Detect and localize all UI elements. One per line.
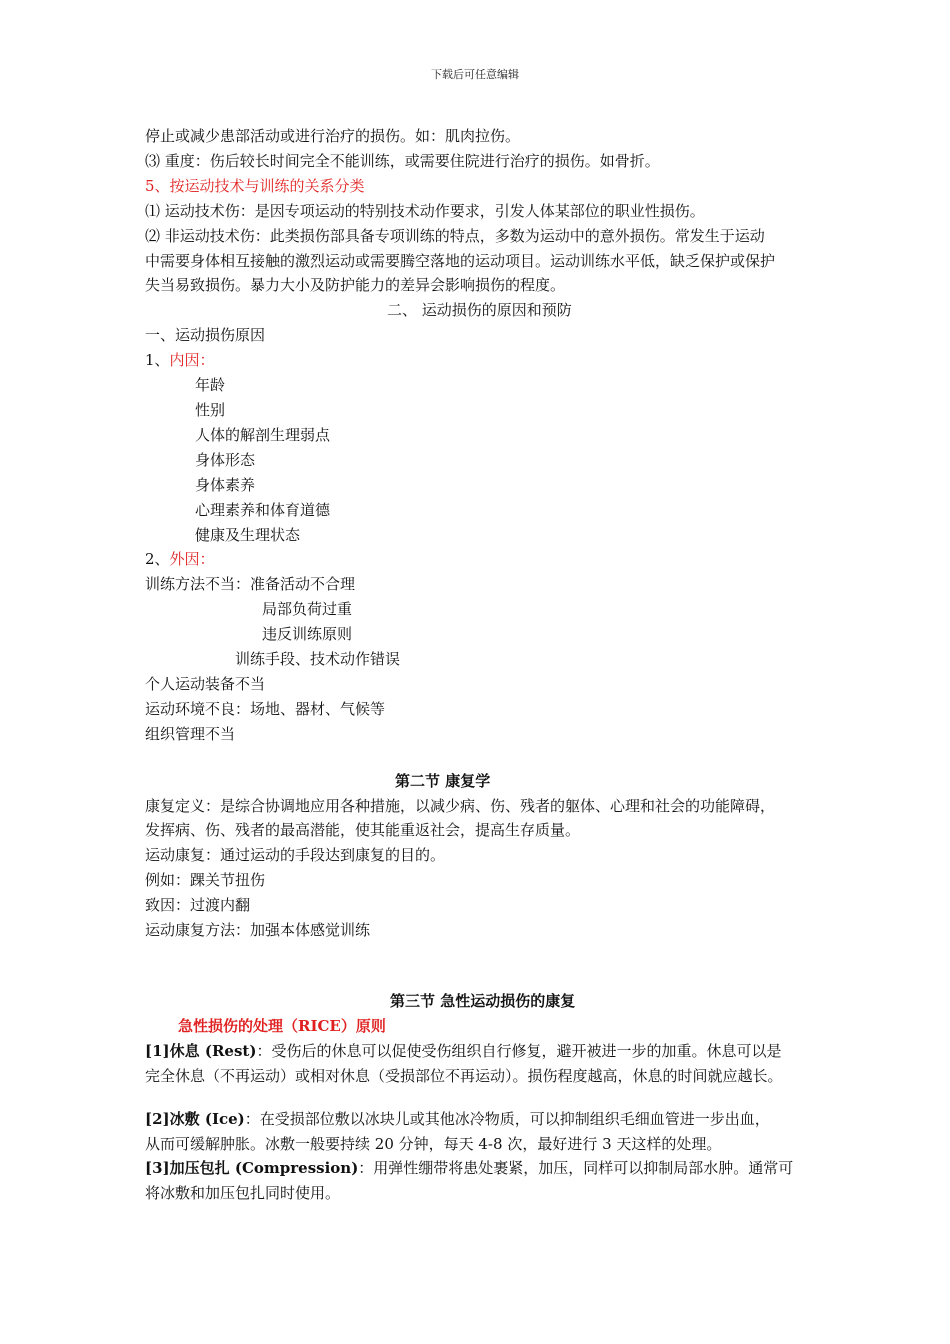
internal-cause-number: 1、 [145, 351, 170, 370]
ice-label: [2]冰敷 (Ice) [145, 1109, 245, 1128]
list-item: 个人运动装备不当 [145, 674, 266, 693]
list-item: 人体的解剖生理弱点 [195, 425, 331, 444]
internal-cause-heading [145, 348, 865, 373]
paragraph [145, 1107, 865, 1132]
list-item: 局部负荷过重 [262, 600, 353, 619]
paragraph: ⑶ 重度：伤后较长时间完全不能训练，或需要住院进行治疗的损伤。如骨折。 [145, 151, 660, 170]
paragraph [145, 1156, 865, 1181]
list-item: 心理素养和体育道德 [195, 500, 331, 519]
paragraph: 停止或减少患部活动或进行治疗的损伤。如：肌肉拉伤。 [145, 127, 521, 145]
paragraph: 运动康复方法：加强本体感觉训练 [145, 921, 371, 940]
paragraph: ⑵ 非运动技术伤：此类损伤部具备专项训练的特点，多数为运动中的意外损伤。常发生于运动 [145, 226, 765, 245]
paragraph: 将冰敷和加压包扎同时使用。 [145, 1184, 341, 1203]
compression-label: [3]加压包扎 (Compression) [145, 1159, 359, 1178]
rest-label: [1]休息 (Rest) [145, 1041, 257, 1060]
paragraph: 中需要身体相互接触的激烈运动或需要腾空落地的运动项目。运动训练水平低，缺乏保护或保护 [145, 251, 776, 270]
paragraph: 致因：过渡内翻 [145, 896, 251, 915]
list-item: 训练手段、技术动作错误 [235, 650, 401, 669]
paragraph: 康复定义：是综合协调地应用各种措施，以减少病、伤、残者的躯体、心理和社会的功能障碍， [145, 796, 776, 815]
list-item: 身体素养 [195, 475, 256, 494]
external-cause-number: 2、 [145, 550, 170, 569]
paragraph: ⑴ 运动技术伤：是因专项运动的特别技术动作要求，引发人体某部位的职业性损伤。 [145, 201, 705, 220]
compression-text: ：用弹性绷带将患处裹紧，加压，同样可以抑制局部水肿。通常可 [358, 1159, 794, 1178]
chapter-heading: 二、 运动损伤的原因和预防 [387, 301, 572, 320]
paragraph: 发挥病、伤、残者的最高潜能，使其能重返社会，提高生存质量。 [145, 821, 581, 840]
section-title: 第二节 康复学 [395, 771, 491, 790]
list-item [145, 572, 865, 597]
rice-title: 急性损伤的处理（RICE）原则 [178, 1016, 386, 1035]
paragraph: 完全休息（不再运动）或相对休息（受损部位不再运动）。损伤程度越高，休息的时间就应越长。 [145, 1066, 783, 1085]
document-body [145, 124, 865, 1206]
subheading: 一、运动损伤原因 [145, 326, 266, 345]
list-item: 组织管理不当 [145, 724, 236, 743]
page-header: 下载后可任意编辑 [431, 68, 519, 81]
paragraph: 运动康复：通过运动的手段达到康复的目的。 [145, 846, 446, 865]
list-item: 年龄 [195, 376, 226, 395]
training-item: 准备活动不合理 [250, 575, 356, 594]
external-cause-label: 外因： [169, 550, 215, 569]
section-heading: 5、按运动技术与训练的关系分类 [145, 176, 365, 195]
paragraph [145, 1039, 865, 1064]
paragraph: 从而可缓解肿胀。冰敷一般要持续 20 分钟，每天 4-8 次，最好进行 3 天这样的处理。 [145, 1134, 722, 1153]
external-cause-heading [145, 547, 865, 572]
training-prefix: 训练方法不当： [145, 575, 251, 594]
section-title: 第三节 急性运动损伤的康复 [390, 992, 576, 1010]
paragraph: 例如：踝关节扭伤 [145, 871, 266, 890]
list-item: 健康及生理状态 [195, 525, 301, 544]
list-item: 性别 [195, 400, 226, 419]
list-item: 运动环境不良：场地、器材、气候等 [145, 699, 386, 718]
paragraph: 失当易致损伤。暴力大小及防护能力的差异会影响损伤的程度。 [145, 276, 566, 295]
list-item: 违反训练原则 [262, 625, 353, 644]
ice-text: ：在受损部位敷以冰块儿或其他冰冷物质，可以抑制组织毛细血管进一步出血， [244, 1109, 770, 1128]
list-item: 身体形态 [195, 450, 256, 469]
rest-text: ：受伤后的休息可以促使受伤组织自行修复，避开被进一步的加重。休息可以是 [256, 1041, 782, 1060]
internal-cause-label: 内因： [169, 351, 215, 370]
